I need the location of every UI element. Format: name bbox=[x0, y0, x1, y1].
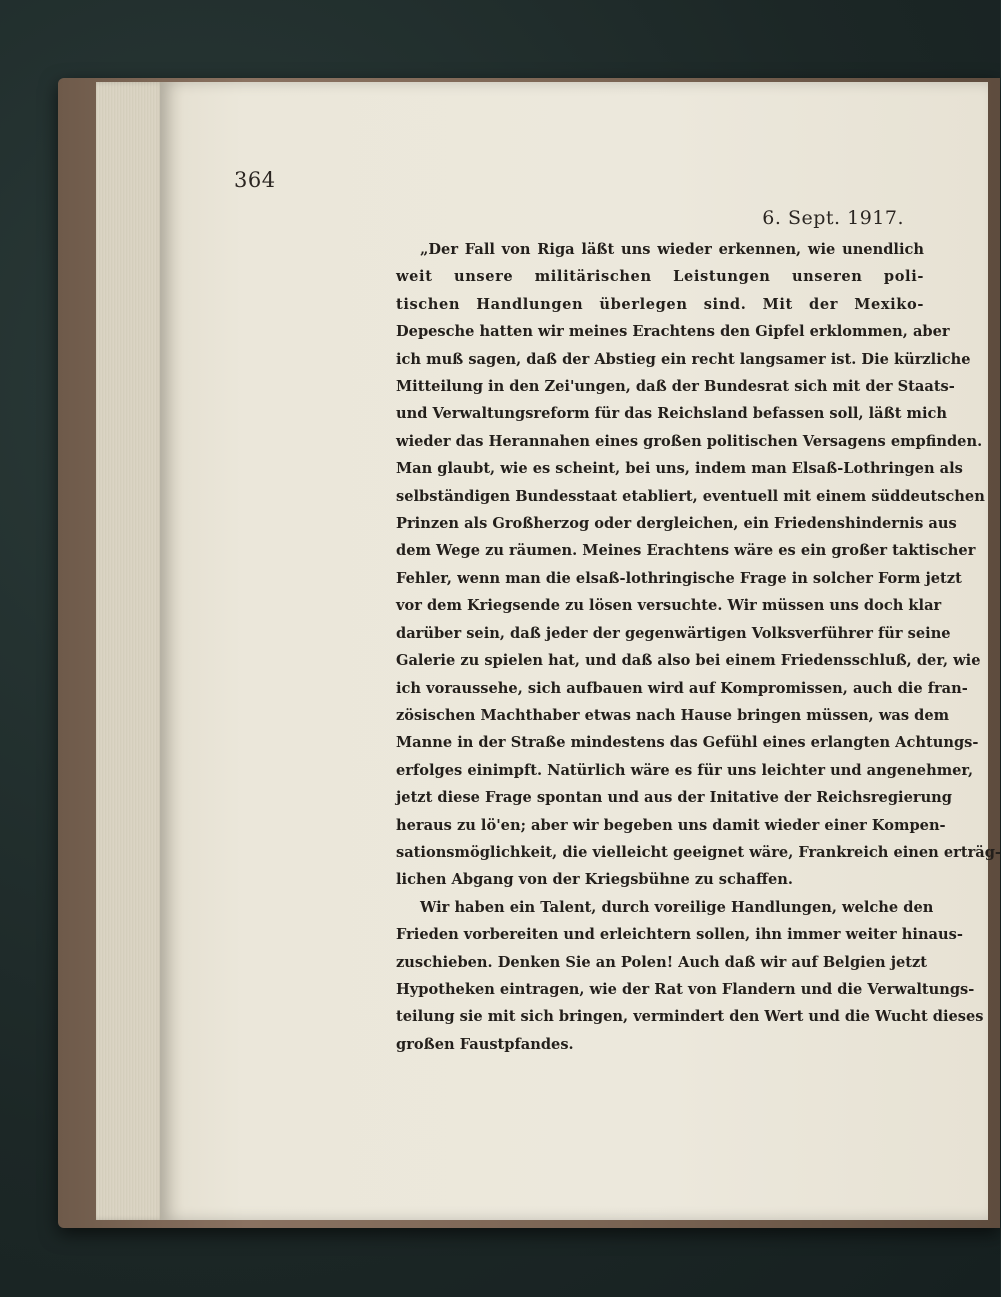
text-line: vor dem Kriegsende zu lösen versuchte. Wir müssen uns doch klar bbox=[396, 597, 942, 615]
text-line: zuschieben. Denken Sie an Polen! Auch daß wir auf Belgien jetzt bbox=[396, 953, 928, 971]
text-line: Hypotheken eintragen, wie der Rat von Flandern und die Verwaltungs- bbox=[396, 980, 975, 998]
text-line: zösischen Machthaber etwas nach Hause bringen müssen, was dem bbox=[396, 706, 950, 724]
text-line: und Verwaltungsreform für das Reichsland befassen soll, läßt mich bbox=[396, 405, 948, 423]
text-line: Frieden vorbereiten und erleichtern sollen, ihn immer weiter hinaus- bbox=[396, 926, 963, 944]
text-line: darüber sein, daß jeder der gegenwärtigen Volksverführer für seine bbox=[396, 624, 951, 642]
page-edges bbox=[96, 82, 166, 1220]
text-line: sationsmöglichkeit, die vielleicht geeignet wäre, Frankreich einen erträg- bbox=[396, 843, 1001, 861]
text-line: erfolges einimpft. Natürlich wäre es für uns leichter und angenehmer, bbox=[396, 761, 974, 779]
paragraph-1 bbox=[396, 236, 1001, 894]
text-line: Prinzen als Großherzog oder dergleichen, ein Friedenshindernis aus bbox=[396, 515, 957, 533]
text-line: Galerie zu spielen hat, und daß also bei einem Friedensschluß, der, wie bbox=[396, 652, 981, 670]
text-line: jetzt diese Frage spontan und aus der Initative der Reichsregierung bbox=[396, 789, 952, 807]
text-line: weit unsere militärischen Leistungen unseren poli- bbox=[396, 268, 924, 286]
text-line: Manne in der Straße mindestens das Gefühl eines erlangten Achtungs- bbox=[396, 734, 979, 752]
text-line: großen Faustpfandes. bbox=[396, 1035, 574, 1053]
text-line: teilung sie mit sich bringen, vermindert den Wert und die Wucht dieses bbox=[396, 1008, 984, 1026]
body-text bbox=[396, 236, 1001, 1058]
text-line: heraus zu lö'en; aber wir begeben uns damit wieder einer Kompen- bbox=[396, 816, 946, 834]
text-line: selbständigen Bundesstaat etabliert, eventuell mit einem süddeutschen bbox=[396, 487, 985, 505]
page-number: 364 bbox=[234, 168, 276, 192]
text-line: lichen Abgang von der Kriegsbühne zu schaffen. bbox=[396, 871, 793, 889]
text-line: „Der Fall von Riga läßt uns wieder erkennen, wie unendlich bbox=[420, 241, 924, 258]
text-line: Depesche hatten wir meines Erachtens den Gipfel erklommen, aber bbox=[396, 323, 950, 341]
text-line: tischen Handlungen überlegen sind. Mit der Mexiko- bbox=[396, 295, 924, 313]
entry-date: 6. Sept. 1917. bbox=[762, 207, 904, 229]
paragraph-2 bbox=[396, 894, 984, 1058]
text-line: Man glaubt, wie es scheint, bei uns, indem man Elsaß-Lothringen als bbox=[396, 460, 963, 478]
text-line: ich voraussehe, sich aufbauen wird auf Kompromissen, auch die fran- bbox=[396, 679, 968, 697]
text-line: Mitteilung in den Zei'ungen, daß der Bundesrat sich mit der Staats- bbox=[396, 378, 955, 396]
text-line: ich muß sagen, daß der Abstieg ein recht langsamer ist. Die kürzliche bbox=[396, 350, 971, 368]
text-line: Wir haben ein Talent, durch voreilige Handlungen, welche den bbox=[420, 898, 934, 916]
text-line: Fehler, wenn man die elsaß-lothringische Frage in solcher Form jetzt bbox=[396, 569, 962, 587]
text-line: wieder das Herannahen eines großen politischen Versagens empfinden. bbox=[396, 432, 983, 450]
text-line: dem Wege zu räumen. Meines Erachtens wäre es ein großer taktischer bbox=[396, 542, 976, 560]
